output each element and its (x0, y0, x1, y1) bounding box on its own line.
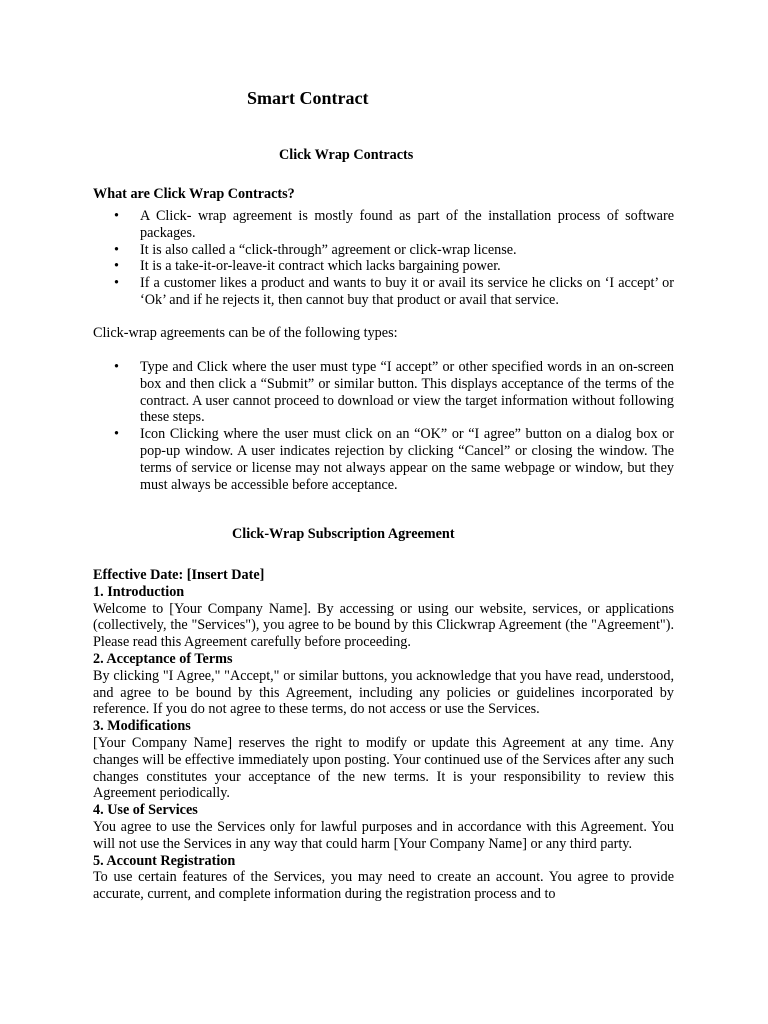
bullet-icon: • (114, 275, 119, 292)
definition-list (93, 208, 674, 309)
list-item: • A Click- wrap agreement is mostly found as part of the installation process of software packages. (114, 208, 674, 241)
bullet-icon: • (114, 359, 119, 375)
types-list (93, 359, 674, 493)
bullet-icon: • (114, 241, 119, 258)
list-item: • It is also called a “click-through” agreement or click-wrap license. (114, 241, 517, 258)
section-heading: 3. Modifications (93, 718, 191, 735)
bullet-icon: • (114, 258, 119, 275)
section-heading: 4. Use of Services (93, 802, 198, 819)
effective-date: Effective Date: [Insert Date] (93, 567, 265, 583)
section-text: To use certain features of the Services, you may need to create an account. You agree to provide accurate, current, and complete information during the registration process and to (93, 869, 674, 903)
list-item: • Type and Click where the user must type “I accept” or other specified words in an on-screen box and then click a “Submit” or similar button. This displays acceptance of the terms of the contract. A user cannot proceed to download or view the target information without following these steps. (114, 359, 674, 426)
list-item: • Icon Clicking where the user must click on an “OK” or “I agree” button on a dialog box or pop-up window. A user indicates rejection by clicking “Cancel” or closing the window. The terms of service or license may not always appear on the same webpage or window, but they must always be accessible before acceptance. (114, 426, 674, 493)
document-title: Smart Contract (247, 88, 369, 108)
types-intro: Click-wrap agreements can be of the following types: (93, 325, 398, 341)
agreement-body (93, 567, 674, 903)
section-heading: 5. Account Registration (93, 852, 236, 869)
bullet-icon: • (114, 426, 119, 443)
section-heading: 1. Introduction (93, 583, 185, 600)
section-subtitle: Click Wrap Contracts (279, 147, 414, 163)
bullet-icon: • (114, 208, 119, 224)
section-text: You agree to use the Services only for lawful purposes and in accordance with this Agreement. You will not use the Services in any way that could harm [Your Company Name] or any third party. (93, 818, 674, 852)
section-text: Welcome to [Your Company Name]. By accessing or using our website, services, or applications (collectively, the "Services"), you agree to be bound by this Clickwrap Agreement (the "Agreement"). Please read this Agreement carefully before proceeding. (93, 600, 674, 651)
section-text: By clicking "I Agree," "Accept," or similar buttons, you acknowledge that you have read, understood, and agree to be bound by this Agreement, including any policies or guidelines incorporated by reference. If you do not agree to these terms, do not access or use the Services. (93, 667, 674, 718)
question-heading: What are Click Wrap Contracts? (93, 186, 295, 202)
section-text: [Your Company Name] reserves the right to modify or update this Agreement at any time. Any changes will be effective immediately upon posting. Your continued use of the Services after any such changes constitutes your acceptance of the new terms. It is your responsibility to review this Agreement periodically. (93, 734, 674, 802)
agreement-title: Click-Wrap Subscription Agreement (232, 526, 455, 542)
list-item: • If a customer likes a product and wants to buy it or avail its service he clicks on ‘I accept’ or ‘Ok’ and if he rejects it, then cannot buy that product or avail that service. (114, 275, 674, 308)
list-item: • It is a take-it-or-leave-it contract which lacks bargaining power. (114, 258, 501, 275)
section-heading: 2. Acceptance of Terms (93, 650, 233, 667)
